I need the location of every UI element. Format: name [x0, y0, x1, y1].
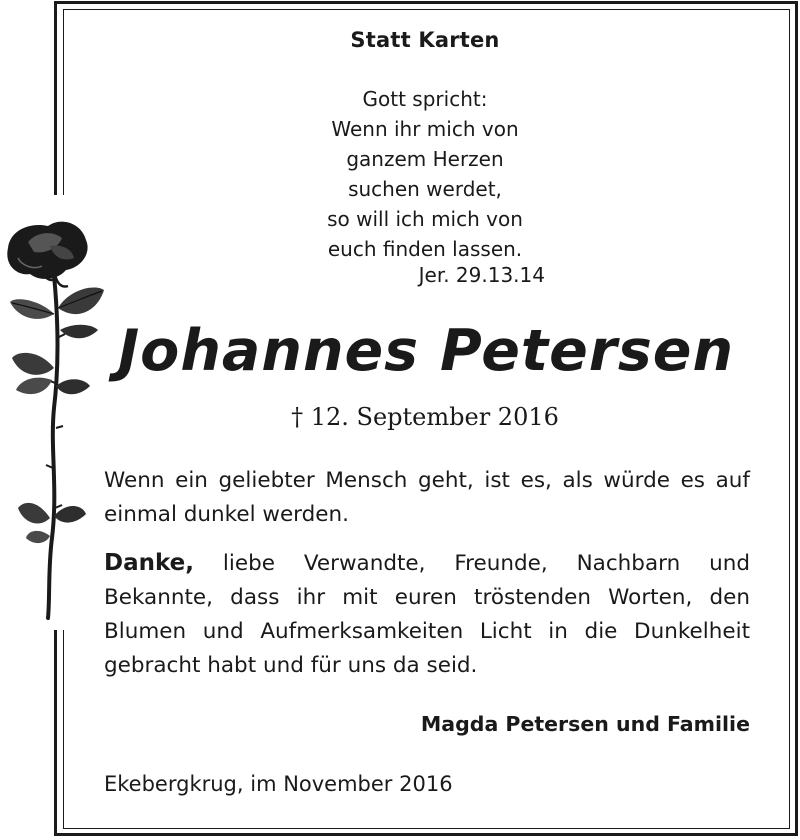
- verse-reference: Jer. 29.13.14: [418, 263, 545, 287]
- verse-line: Gott spricht:: [362, 87, 488, 111]
- condolence-paragraph: Wenn ein geliebter Mensch geht, ist es, als würde es auf einmal dunkel werden.: [104, 468, 750, 527]
- verse-line: so will ich mich von: [327, 207, 523, 231]
- deceased-name: Johannes Petersen: [117, 318, 735, 384]
- bible-verse: [245, 84, 605, 264]
- place-and-date: Ekebergkrug, im November 2016: [104, 772, 453, 796]
- heading-statt-karten: Statt Karten: [350, 28, 500, 52]
- signature: Magda Petersen und Familie: [420, 712, 750, 736]
- thanks-lead: Danke,: [104, 550, 195, 576]
- rose-illustration: [0, 218, 110, 623]
- verse-line: ganzem Herzen: [346, 147, 504, 171]
- death-date: † 12. September 2016: [291, 403, 559, 431]
- thanks-text: liebe Verwandte, Freunde, Nachbarn und Bekannte, dass ihr mit euren tröstenden Worten, den Blumen und Aufmerksamkeiten Licht in die Dunkelheit gebracht habt und für uns da seid.: [104, 551, 750, 678]
- verse-line: Wenn ihr mich von: [331, 117, 519, 141]
- thanks-paragraph: [104, 546, 750, 683]
- verse-line: euch finden lassen.: [327, 237, 523, 261]
- verse-line: suchen werdet,: [348, 177, 502, 201]
